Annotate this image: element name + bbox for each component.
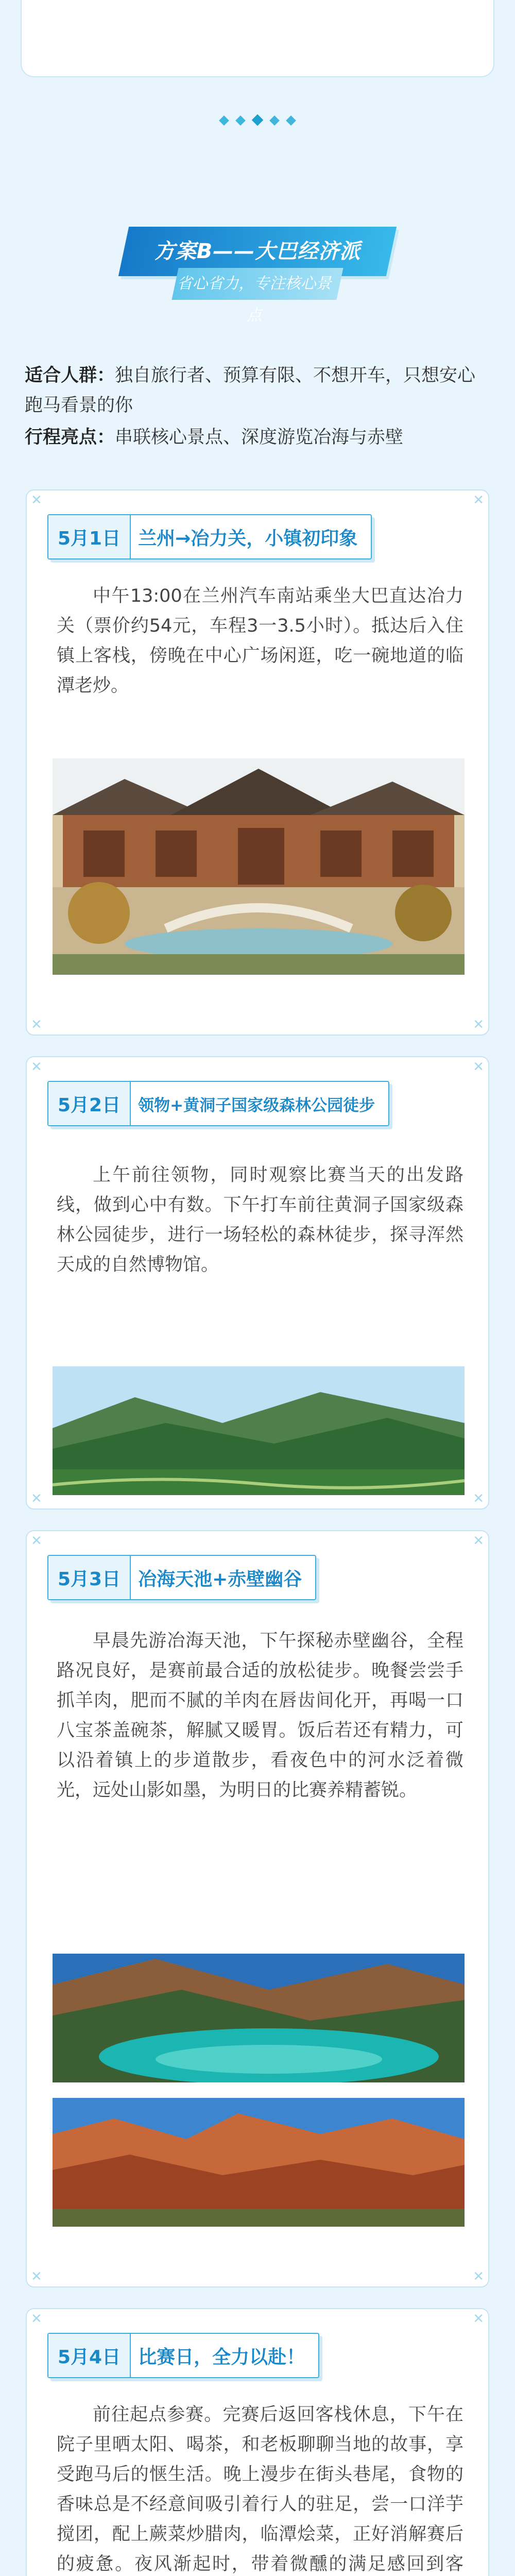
corner-mark-icon: ✕ bbox=[31, 1491, 42, 1506]
audience-label: 适合人群： bbox=[25, 365, 115, 386]
day-description: 早晨先游冶海天池，下午探秘赤壁幽谷，全程路况良好，是赛前最合适的放松徒步。晚餐尝尝手抓羊肉，肥而不腻的羊肉在唇齿间化开，再喝一口八宝茶盖碗茶，解腻又暖胃。饭后若还有精力，可以沿着镇上的步道散步，看夜色中的河水泛着微光，远处山影如墨，为明日的比赛养精蓄锐。 bbox=[57, 1631, 464, 1801]
corner-mark-icon: ✕ bbox=[473, 2269, 484, 2284]
corner-mark-icon: ✕ bbox=[31, 1017, 42, 1032]
day-card-1 bbox=[26, 489, 489, 1036]
day-card-4 bbox=[26, 2308, 489, 2576]
lake-photo bbox=[53, 1954, 465, 2082]
section-divider bbox=[0, 116, 515, 124]
day-title: 兰州→冶力关，小镇初印象 bbox=[138, 528, 358, 549]
forest-valley-photo bbox=[53, 1366, 465, 1495]
corner-mark-icon: ✕ bbox=[31, 1059, 42, 1075]
corner-mark-icon: ✕ bbox=[31, 2269, 42, 2284]
day-heading bbox=[47, 1081, 389, 1126]
courtyard-building-photo bbox=[53, 758, 465, 975]
corner-mark-icon: ✕ bbox=[473, 1491, 484, 1506]
red-cliff-photo bbox=[53, 2098, 465, 2227]
day-heading bbox=[47, 2333, 319, 2378]
day-card-3 bbox=[26, 1530, 489, 2287]
plan-b-subtitle: 省心省力，专注核心景点 bbox=[177, 275, 332, 325]
day-date: 5月3日 bbox=[48, 1556, 131, 1599]
highlights-text: 串联核心景点、深度游览冶海与赤壁 bbox=[115, 427, 404, 448]
day-heading bbox=[47, 1555, 316, 1600]
day-date: 5月4日 bbox=[48, 2334, 131, 2377]
corner-mark-icon: ✕ bbox=[31, 493, 42, 508]
day-date: 5月2日 bbox=[48, 1082, 131, 1125]
plan-b-subtitle-banner bbox=[171, 268, 343, 325]
day-description: 前往起点参赛。完赛后返回客栈休息，下午在院子里晒太阳、喝茶，和老板聊聊当地的故事，享受跑马后的惬生活。晚上漫步在街头巷尾，食物的香味总是不经意间吸引着行人的驻足，尝一口洋芋搅团，配上蕨菜炒腊肉，临潭烩菜，正好消解赛后的疲惫。夜风渐起时，带着微醺的满足感回到客 bbox=[57, 2404, 464, 2574]
corner-mark-icon: ✕ bbox=[473, 1059, 484, 1075]
plan-b-title: 方案B——大巴经济派 bbox=[154, 240, 361, 263]
plan-b-highlights bbox=[25, 422, 493, 452]
day-heading bbox=[47, 514, 372, 560]
plan-b-audience bbox=[25, 361, 493, 420]
day-description: 中午13:00在兰州汽车南站乘坐大巴直达冶力关（票价约54元，车程3一3.5小时）。抵达后入住镇上客栈，傍晚在中心广场闲逛，吃一碗地道的临潭老炒。 bbox=[57, 586, 464, 696]
corner-mark-icon: ✕ bbox=[473, 1533, 484, 1549]
day-title: 领物+黄洞子国家级森林公园徒步 bbox=[138, 1096, 375, 1115]
day-description: 上午前往领物，同时观察比赛当天的出发路线，做到心中有数。下午打车前往黄洞子国家级森林公园徒步，进行一场轻松的森林徒步，探寻浑然天成的自然博物馆。 bbox=[57, 1165, 464, 1275]
corner-mark-icon: ✕ bbox=[473, 2311, 484, 2327]
day-title: 冶海天池+赤壁幽谷 bbox=[138, 1568, 302, 1590]
day-title: 比赛日，全力以赴！ bbox=[138, 2346, 305, 2368]
previous-section-card bbox=[21, 0, 494, 77]
highlights-label: 行程亮点： bbox=[25, 427, 115, 448]
corner-mark-icon: ✕ bbox=[473, 1017, 484, 1032]
day-date: 5月1日 bbox=[48, 515, 131, 558]
corner-mark-icon: ✕ bbox=[473, 493, 484, 508]
audience-text: 独自旅行者、预算有限、不想开车，只想安心跑马看景的你 bbox=[25, 365, 476, 416]
corner-mark-icon: ✕ bbox=[31, 1533, 42, 1549]
corner-mark-icon: ✕ bbox=[31, 2311, 42, 2327]
day-card-2 bbox=[26, 1056, 489, 1510]
